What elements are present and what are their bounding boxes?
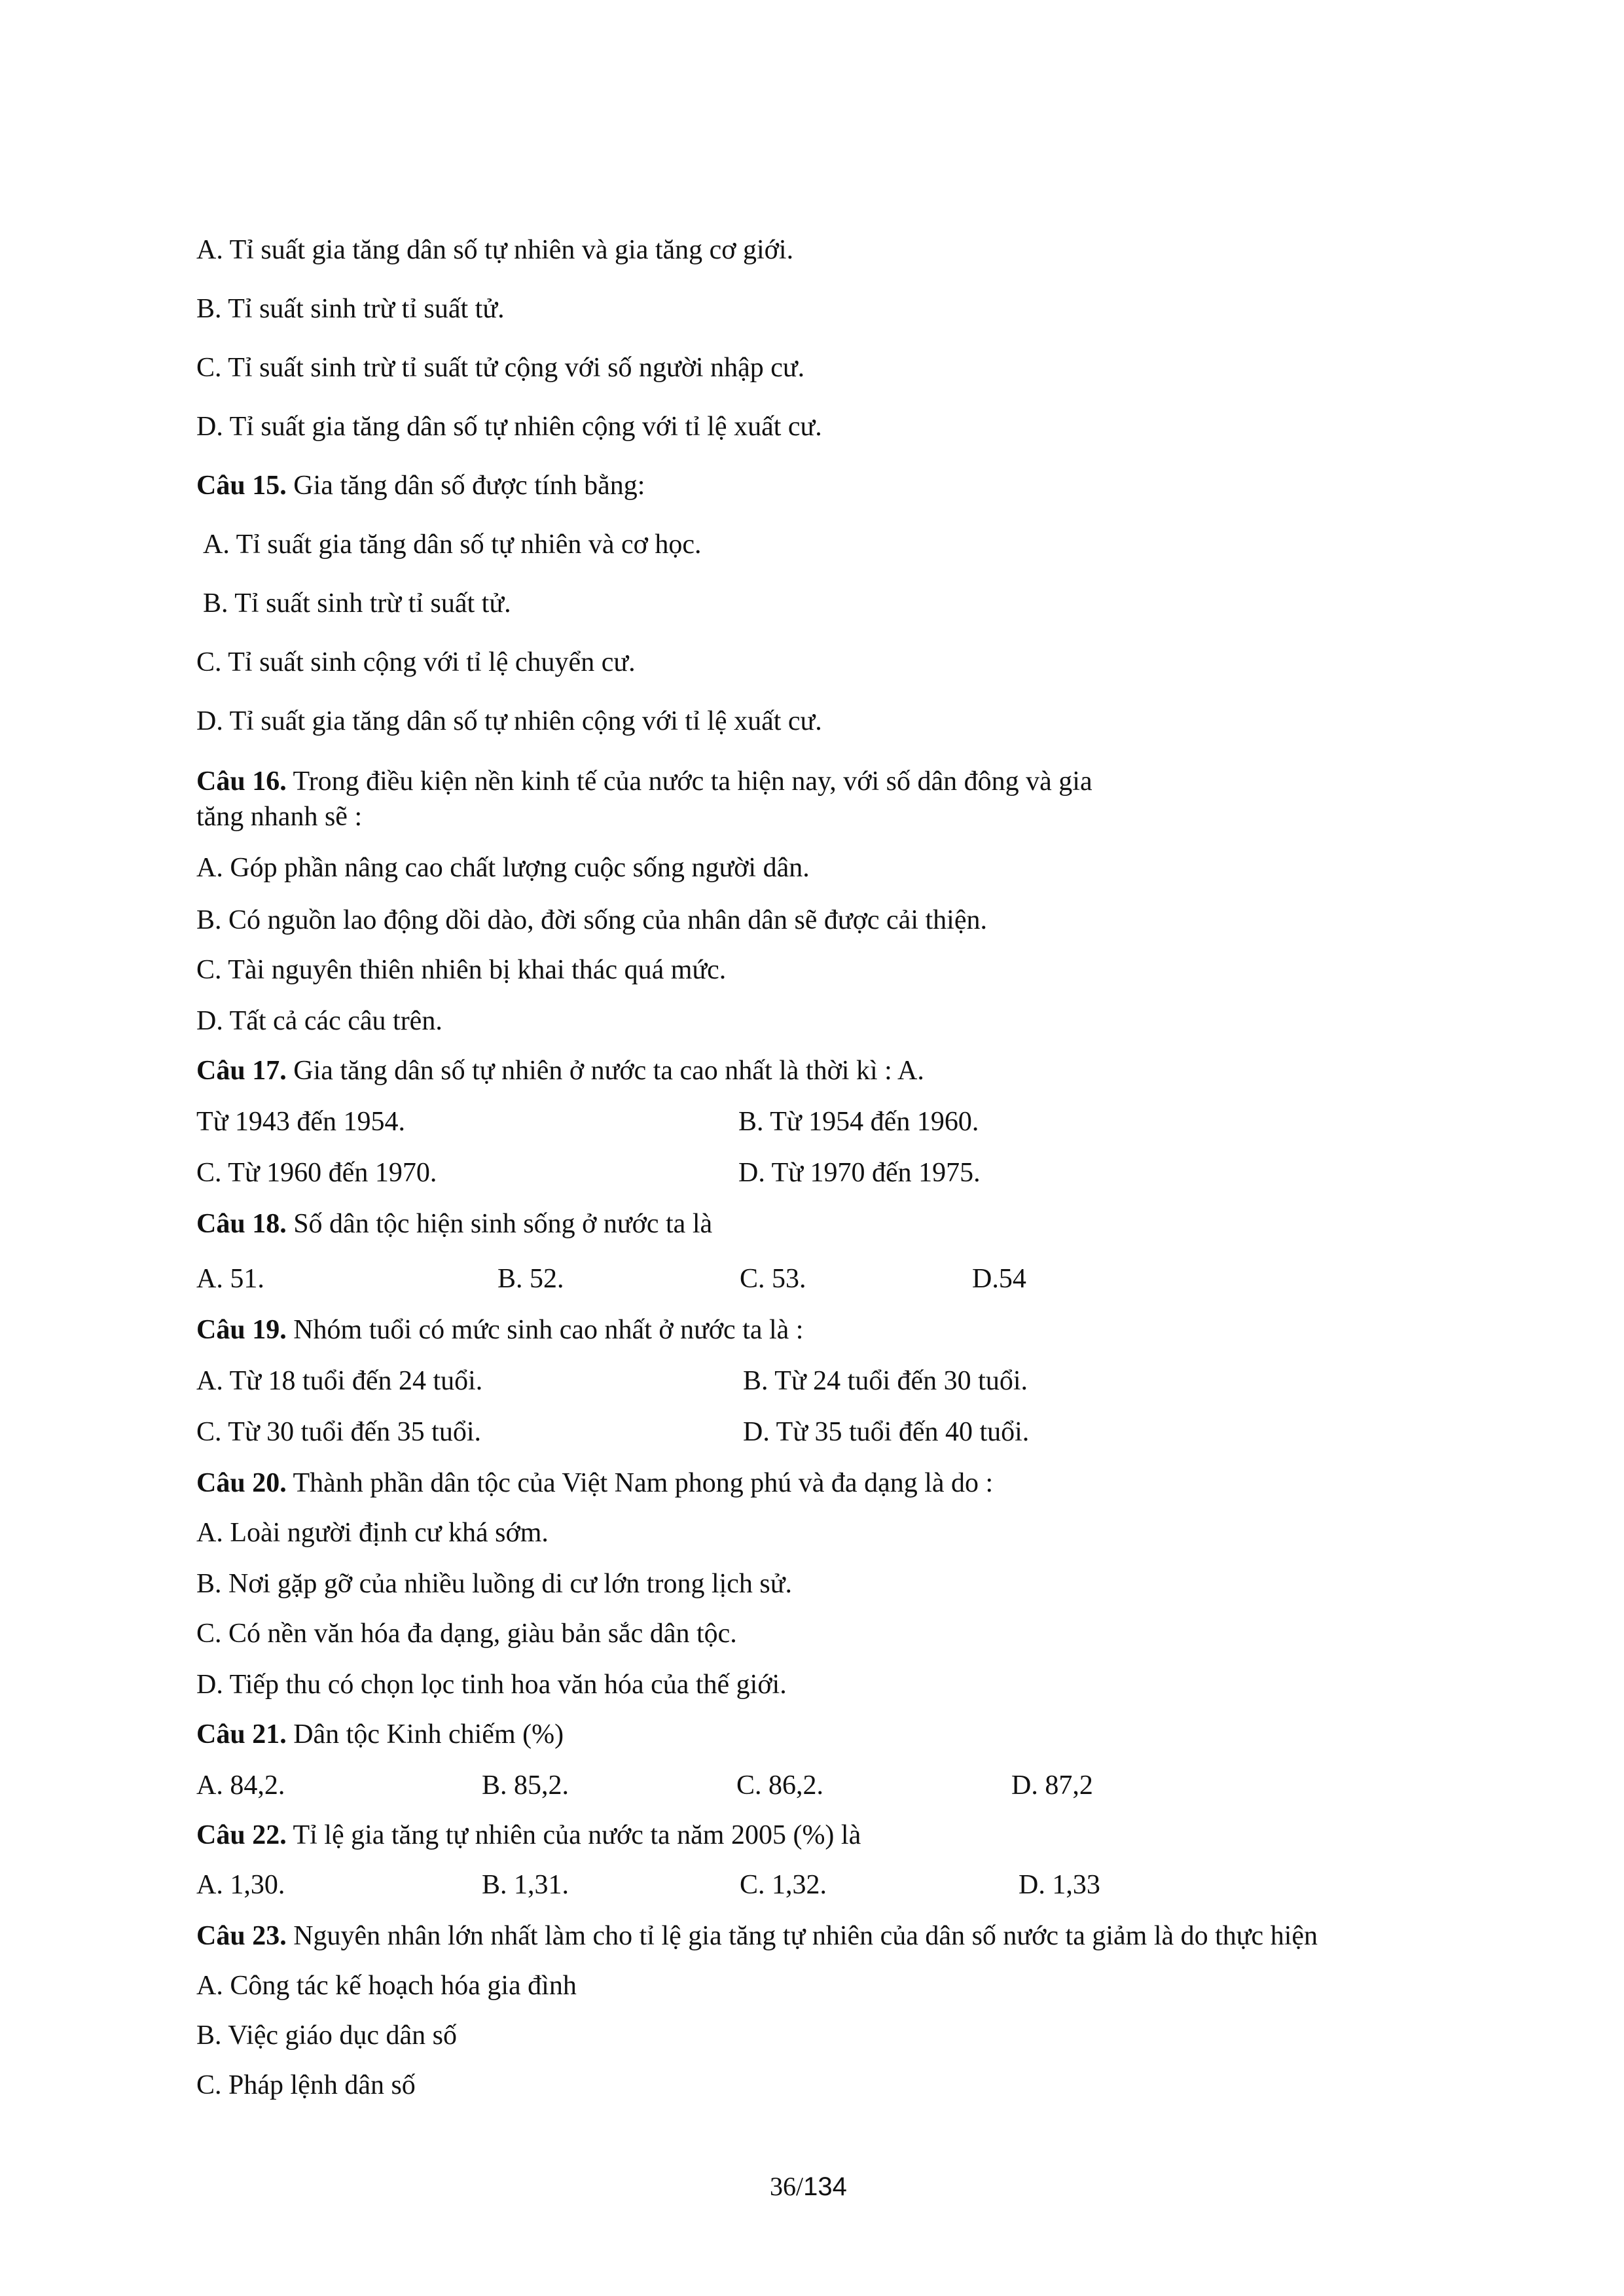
text-line: Từ 1943 đến 1954. (196, 1107, 406, 1137)
question-15: Câu 15. Gia tăng dân số được tính bằng: (196, 471, 645, 501)
text-line: C. Tỉ suất sinh cộng với tỉ lệ chuyển cư. (196, 647, 636, 677)
text-line: A. 51. (196, 1264, 264, 1294)
text-line: A. Loài người định cư khá sớm. (196, 1518, 549, 1548)
text-line: A. Góp phần nâng cao chất lượng cuộc sống người dân. (196, 853, 810, 883)
question-19: Câu 19. Nhóm tuổi có mức sinh cao nhất ở nước ta là : (196, 1315, 804, 1345)
text-line: B. 1,31. (482, 1870, 569, 1900)
text-line: D. 87,2 (1011, 1770, 1093, 1801)
text-line: C. Từ 1960 đến 1970. (196, 1158, 437, 1188)
text-line: A. 84,2. (196, 1770, 285, 1801)
text-line: A. Từ 18 tuổi đến 24 tuổi. (196, 1366, 483, 1396)
text-line: C. 53. (740, 1264, 806, 1294)
text-line: D. 1,33 (1019, 1870, 1100, 1900)
text-line: B. 52. (497, 1264, 564, 1294)
text-line: D. Tỉ suất gia tăng dân số tự nhiên cộng với tỉ lệ xuất cư. (196, 412, 822, 442)
text-line: B. Từ 1954 đến 1960. (738, 1107, 979, 1137)
text-line: B. Tỉ suất sinh trừ tỉ suất tử. (203, 588, 511, 619)
text-line: A. Tỉ suất gia tăng dân số tự nhiên và cơ học. (203, 529, 702, 560)
text-line: C. 86,2. (736, 1770, 824, 1801)
text-line: C. Từ 30 tuổi đến 35 tuổi. (196, 1417, 481, 1447)
text-line: B. Nơi gặp gỡ của nhiều luồng di cư lớn trong lịch sử. (196, 1569, 793, 1599)
text-line: B. 85,2. (482, 1770, 569, 1801)
question-17: Câu 17. Gia tăng dân số tự nhiên ở nước ta cao nhất là thời kì : A. (196, 1056, 924, 1086)
text-line: A. Công tác kế hoạch hóa gia đình (196, 1971, 577, 2001)
text-line: C. Tài nguyên thiên nhiên bị khai thác quá mức. (196, 955, 727, 985)
text-line: D. Tất cả các câu trên. (196, 1006, 442, 1036)
text-line: D. Từ 35 tuổi đến 40 tuổi. (743, 1417, 1030, 1447)
text-line: C. Tỉ suất sinh trừ tỉ suất tử cộng với số người nhập cư. (196, 353, 805, 383)
text-line: D. Tiếp thu có chọn lọc tinh hoa văn hóa của thế giới. (196, 1670, 787, 1700)
text-line: D. Tỉ suất gia tăng dân số tự nhiên cộng với tỉ lệ xuất cư. (196, 706, 822, 736)
text-line: B. Có nguồn lao động dồi dào, đời sống của nhân dân sẽ được cải thiện. (196, 905, 987, 935)
question-16: Câu 16. Trong điều kiện nền kinh tế của nước ta hiện nay, với số dân đông và gia (196, 766, 1092, 797)
question-22: Câu 22. Tỉ lệ gia tăng tự nhiên của nước ta năm 2005 (%) là (196, 1820, 861, 1850)
text-line: C. Pháp lệnh dân số (196, 2070, 416, 2100)
text-line: B. Từ 24 tuổi đến 30 tuổi. (743, 1366, 1028, 1396)
page-number: 36/134 (770, 2172, 847, 2201)
text-line: B. Tỉ suất sinh trừ tỉ suất tử. (196, 294, 505, 324)
text-line: D.54 (972, 1264, 1026, 1294)
question-23: Câu 23. Nguyên nhân lớn nhất làm cho tỉ lệ gia tăng tự nhiên của dân số nước ta giảm là do thực hiện (196, 1921, 1318, 1951)
text-line: C. Có nền văn hóa đa dạng, giàu bản sắc dân tộc. (196, 1619, 737, 1649)
question-20: Câu 20. Thành phần dân tộc của Việt Nam phong phú và đa dạng là do : (196, 1468, 994, 1498)
text-line: D. Từ 1970 đến 1975. (738, 1158, 981, 1188)
text-line: tăng nhanh sẽ : (196, 802, 363, 832)
text-line: B. Việc giáo dục dân số (196, 2020, 457, 2051)
question-18: Câu 18. Số dân tộc hiện sinh sống ở nước ta là (196, 1209, 713, 1239)
question-21: Câu 21. Dân tộc Kinh chiếm (%) (196, 1719, 564, 1749)
text-line: C. 1,32. (740, 1870, 827, 1900)
text-line: A. Tỉ suất gia tăng dân số tự nhiên và gia tăng cơ giới. (196, 235, 794, 265)
text-line: A. 1,30. (196, 1870, 285, 1900)
